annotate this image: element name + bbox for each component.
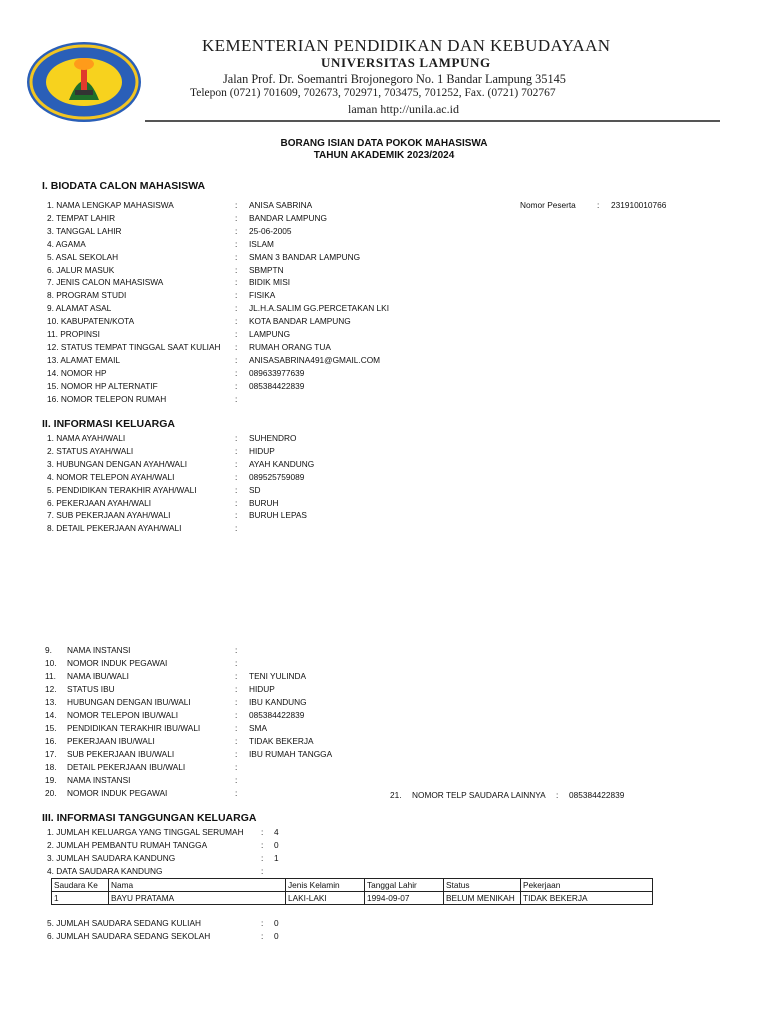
field-label: 5. PENDIDIKAN TERAKHIR AYAH/WALI [47,484,197,495]
table-cell: 1 [52,892,109,905]
colon: : [235,303,238,314]
university-logo [25,40,143,124]
field-value: BANDAR LAMPUNG [249,212,327,223]
field-label: PEKERJAAN IBU/WALI [67,736,155,746]
colon: : [235,497,238,508]
colon: : [261,865,264,876]
field-label: 6. PEKERJAAN AYAH/WALI [47,497,152,508]
field-label: 8. PROGRAM STUDI [47,290,127,301]
colon: : [597,200,600,210]
field-value: 085384422839 [249,380,305,391]
field-value: RUMAH ORANG TUA [249,341,331,352]
colon: : [235,290,238,301]
item-number: 19. [45,775,57,785]
colon: : [235,645,238,655]
field-label: DETAIL PEKERJAAN IBU/WALI [67,762,186,772]
colon: : [235,697,238,707]
colon: : [235,354,238,365]
colon: : [235,200,238,210]
field-value: BIDIK MISI [249,277,291,288]
colon: : [235,484,238,495]
table-header-cell: Tanggal Lahir [365,879,444,892]
colon: : [235,433,238,443]
university-address: Jalan Prof. Dr. Soemantri Brojonegoro No. 1 Bandar Lampung 35145 [223,72,566,86]
field-label: NAMA IBU/WALI [67,671,129,681]
colon: : [235,749,238,759]
table-row [52,892,653,905]
table-cell: BELUM MENIKAH [444,892,521,905]
field-value: 1 [274,852,279,863]
field-label: 15. NOMOR HP ALTERNATIF [47,380,158,391]
colon: : [235,471,238,482]
field-label: 7. JENIS CALON MAHASISWA [47,277,164,288]
university-name: UNIVERSITAS LAMPUNG [321,55,491,70]
table-cell: LAKI-LAKI [286,892,365,905]
field-label: 16. NOMOR TELEPON RUMAH [47,393,167,404]
field-value: TENI YULINDA [249,671,307,681]
colon: : [235,671,238,681]
table-header-cell: Jenis Kelamin [286,879,365,892]
item-number: 18. [45,762,57,772]
university-website: laman http://unila.ac.id [348,102,459,116]
field-value: TIDAK BEKERJA [249,736,314,746]
colon: : [235,658,238,668]
colon: : [235,367,238,378]
field-label: 1. NAMA AYAH/WALI [47,433,126,443]
table-cell: 1994-09-07 [365,892,444,905]
field-value: SMA [249,723,267,733]
field-label: 10. KABUPATEN/KOTA [47,316,135,327]
field-label: 4. DATA SAUDARA KANDUNG [47,865,163,876]
field-label: PENDIDIKAN TERAKHIR IBU/WALI [67,723,201,733]
field-value: 0 [274,918,279,928]
field-label: 12. STATUS TEMPAT TINGGAL SAAT KULIAH [47,341,221,352]
letterhead-divider [145,120,720,122]
item-number: 11. [45,671,56,681]
table-header-cell: Saudara Ke [52,879,109,892]
item-21-value: 085384422839 [569,790,625,800]
field-label: 4. NOMOR TELEPON AYAH/WALI [47,471,175,482]
field-value: 0 [274,839,279,850]
table-header-cell: Pekerjaan [521,879,653,892]
field-label: STATUS IBU [67,684,115,694]
colon: : [235,277,238,288]
colon: : [235,684,238,694]
field-label: NAMA INSTANSI [67,645,131,655]
colon: : [235,458,238,469]
item-number: 15. [45,723,57,733]
field-value: SBMPTN [249,264,284,275]
item-21-label: NOMOR TELP SAUDARA LAINNYA [412,790,546,800]
colon: : [235,341,238,352]
colon: : [235,788,238,798]
colon: : [235,775,238,785]
item-number: 20. [45,788,57,798]
field-value: 25-06-2005 [249,225,292,236]
field-label: 1. NAMA LENGKAP MAHASISWA [47,200,174,210]
field-label: 5. ASAL SEKOLAH [47,251,119,262]
field-label: 2. STATUS AYAH/WALI [47,445,134,456]
field-value: SUHENDRO [249,433,297,443]
field-label: 2. TEMPAT LAHIR [47,212,116,223]
university-phone: Telepon (0721) 701609, 702673, 702971, 703475, 701252, Fax. (0721) 702767 [190,87,556,99]
item-number: 14. [45,710,57,720]
table-header-row [52,879,653,892]
field-label: 7. SUB PEKERJAAN AYAH/WALI [47,510,171,521]
colon: : [235,316,238,327]
field-value: 085384422839 [249,710,305,720]
colon: : [235,510,238,521]
colon: : [235,380,238,391]
colon: : [261,827,264,837]
section-3-heading: III. INFORMASI TANGGUNGAN KELUARGA [42,812,257,824]
colon: : [235,723,238,733]
field-value: SMAN 3 BANDAR LAMPUNG [249,251,361,262]
colon: : [235,264,238,275]
colon: : [261,839,264,850]
field-value: ANISA SABRINA [249,200,313,210]
colon: : [235,736,238,746]
item-number: 12. [45,684,57,694]
field-label: 5. JUMLAH SAUDARA SEDANG KULIAH [47,918,201,928]
field-label: NOMOR TELEPON IBU/WALI [67,710,179,720]
field-label: HUBUNGAN DENGAN IBU/WALI [67,697,191,707]
table-cell: BAYU PRATAMA [109,892,286,905]
ministry-name: KEMENTERIAN PENDIDIKAN DAN KEBUDAYAAN [202,36,611,55]
field-label: 14. NOMOR HP [47,367,107,378]
item-number: 13. [45,697,57,707]
section-2-heading: II. INFORMASI KELUARGA [42,418,175,430]
colon: : [235,251,238,262]
colon: : [235,238,238,249]
colon: : [235,329,238,339]
colon: : [261,918,264,928]
nomor-peserta-value: 231910010766 [611,200,667,210]
table-header-cell: Status [444,879,521,892]
item-21-number: 21. [390,790,402,800]
colon: : [235,393,238,404]
field-value: LAMPUNG [249,329,291,339]
field-value: HIDUP [249,684,275,694]
field-value: ISLAM [249,238,274,249]
colon: : [556,790,559,800]
field-label: 3. TANGGAL LAHIR [47,225,122,236]
field-value: 089525759089 [249,471,305,482]
field-label: 3. HUBUNGAN DENGAN AYAH/WALI [47,458,187,469]
field-value: BURUH [249,497,279,508]
item-number: 10. [45,658,57,668]
colon: : [261,852,264,863]
colon: : [235,445,238,456]
field-label: 8. DETAIL PEKERJAAN AYAH/WALI [47,523,182,534]
field-label: 6. JUMLAH SAUDARA SEDANG SEKOLAH [47,931,211,941]
nomor-peserta-label: Nomor Peserta [520,200,576,210]
field-label: 11. PROPINSI [47,329,100,339]
field-value: 089633977639 [249,367,305,378]
field-value: 0 [274,931,279,941]
field-value: ANISASABRINA491@GMAIL.COM [249,354,381,365]
field-value: FISIKA [249,290,276,301]
field-label: 9. ALAMAT ASAL [47,303,112,314]
sibling-table [51,878,653,905]
field-label: 1. JUMLAH KELUARGA YANG TINGGAL SERUMAH [47,827,244,837]
form-subtitle: TAHUN AKADEMIK 2023/2024 [313,150,455,161]
field-label: 6. JALUR MASUK [47,264,115,275]
field-value: BURUH LEPAS [249,510,307,521]
item-number: 17. [45,749,57,759]
field-value: AYAH KANDUNG [249,458,315,469]
field-value: IBU KANDUNG [249,697,307,707]
section-1-heading: I. BIODATA CALON MAHASISWA [42,180,206,192]
colon: : [235,225,238,236]
field-label: 2. JUMLAH PEMBANTU RUMAH TANGGA [47,839,208,850]
colon: : [235,212,238,223]
field-label: SUB PEKERJAAN IBU/WALI [67,749,175,759]
field-value: HIDUP [249,445,275,456]
item-number: 9. [45,645,52,655]
field-value: JL.H.A.SALIM GG.PERCETAKAN LKI [249,303,390,314]
field-value: KOTA BANDAR LAMPUNG [249,316,351,327]
field-label: NAMA INSTANSI [67,775,131,785]
field-value: IBU RUMAH TANGGA [249,749,333,759]
field-label: 13. ALAMAT EMAIL [47,354,121,365]
colon: : [235,710,238,720]
colon: : [235,762,238,772]
colon: : [235,523,238,534]
field-label: 4. AGAMA [47,238,86,249]
field-value: 4 [274,827,279,837]
field-label: NOMOR INDUK PEGAWAI [67,658,168,668]
field-label: NOMOR INDUK PEGAWAI [67,788,168,798]
colon: : [261,931,264,941]
field-value: SD [249,484,261,495]
form-title: BORANG ISIAN DATA POKOK MAHASISWA [280,138,488,149]
field-label: 3. JUMLAH SAUDARA KANDUNG [47,852,176,863]
table-cell: TIDAK BEKERJA [521,892,653,905]
table-header-cell: Nama [109,879,286,892]
item-number: 16. [45,736,57,746]
